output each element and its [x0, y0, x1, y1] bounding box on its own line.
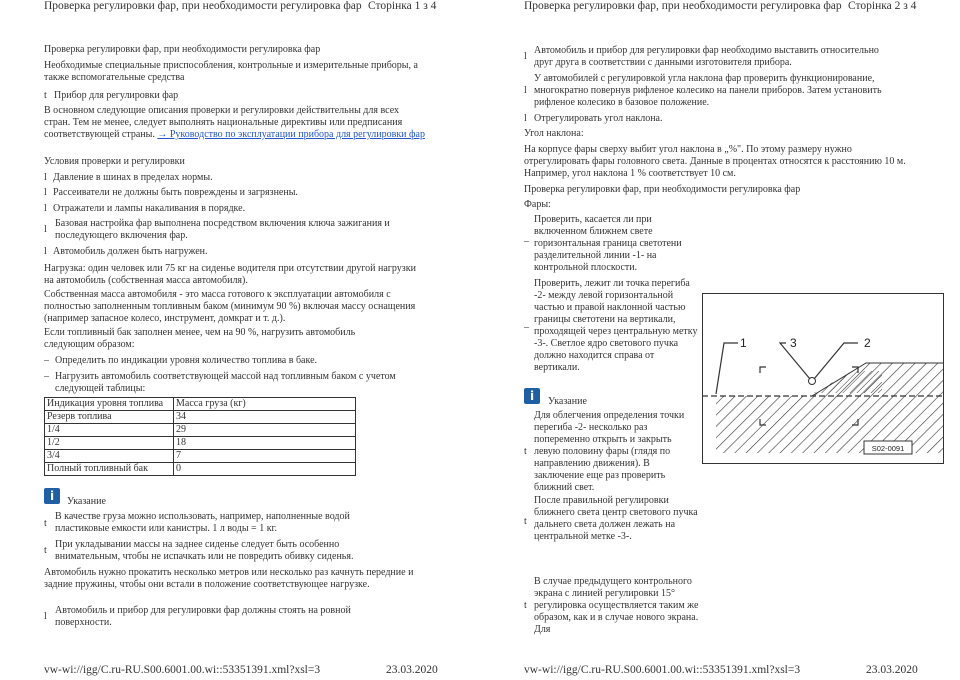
intro-body: В основном следующие описания проверки и регулировки действительны для всех стран. Тем не менее, следует выполнять национальные директивы или предписания соответствующей страны.: [44, 105, 403, 140]
bullet-marker: t: [524, 446, 527, 457]
condition-item: Рассеиватели не должны быть повреждены и загрязнены.: [53, 187, 298, 198]
figure-code: S02-0091: [871, 444, 905, 453]
mass-text: Собственная масса автомобиля - это масса готового к эксплуатации автомобиля с полностью заполненным топливным баком (минимум 90 %) включая массу оснащения (например запасное колесо, инструмент, домкрат и т. д.).: [44, 289, 416, 324]
check-heading: Проверка регулировки фар, при необходимости регулировка фар: [524, 184, 801, 195]
footer-date: 23.03.2020: [866, 664, 918, 677]
note-item: В случае предыдущего контрольного экрана с линией регулировки 15° регулировка осуществляется таким же образом, как и в случае нового экрана. Для: [534, 576, 699, 635]
document-page-2: [480, 0, 950, 680]
headlights-label: Фары:: [524, 199, 551, 210]
bullet-marker: _: [524, 318, 529, 329]
bullet-marker: l: [44, 246, 47, 257]
table-row: [45, 437, 356, 450]
bullet-marker: l: [44, 172, 47, 183]
step-item: У автомобилей с регулировкой угла наклона фар проверить функционирование, многократно повернув рифленое колесико на панели приборов. Затем установить рифленое колесико в базовое положение.: [534, 73, 882, 108]
table-row: [45, 463, 356, 476]
table-header-row: [45, 398, 356, 411]
table-cell: 7: [174, 450, 356, 463]
check-item: Проверить, лежит ли точка перегиба -2- между левой горизонтальной частью и правой наклонной частью границы светотени на вертикали, проходящей через центральную метку -3-. Светлое ядро светового пучка должно находится справа от вертикали.: [534, 278, 698, 373]
table-header-cell: Масса груза (кг): [174, 398, 356, 411]
table-header-cell: Индикация уровня топлива: [45, 398, 174, 411]
table-row: [45, 411, 356, 424]
table-cell: 0: [174, 463, 356, 476]
table-cell: 1/4: [45, 424, 174, 437]
conditions-heading: Условия проверки и регулировки: [44, 156, 185, 167]
load-text: Нагрузка: один человек или 75 кг на сиденье водителя при отсутствии другой нагрузки на автомобиль (собственная масса автомобиля).: [44, 263, 416, 286]
table-cell: 1/2: [45, 437, 174, 450]
condition-item: Автомобиль должен быть нагружен.: [53, 246, 208, 257]
step-item: Автомобиль и прибор для регулировки фар необходимо выставить относительно друг друга в соответствии с данными изготовителя прибора.: [534, 45, 879, 68]
note-item: Для облегчения определения точки перегиба -2- несколько раз попеременно открыть и закрыть левую половину фары (глядя по направлению движения). В заключение еще раз проверить ближний свет.: [534, 410, 685, 493]
dash-item: Нагрузить автомобиль соответствующей массой над топливным баком с учетом следующей таблицы:: [55, 371, 396, 394]
page-header-title: Проверка регулировки фар, при необходимости регулировка фар: [44, 0, 362, 12]
dash-marker: –: [44, 371, 49, 382]
bullet-marker: l: [524, 113, 527, 124]
note-title: Указание: [548, 396, 587, 407]
bullet-marker: t: [44, 545, 47, 556]
tools-heading: Необходимые специальные приспособления, контрольные и измерительные приборы, а также вспомогательные средства: [44, 60, 418, 83]
intro-text: [44, 105, 426, 141]
angle-heading: Угол наклона:: [524, 128, 584, 139]
fuel-load-table: [44, 397, 356, 476]
table-cell: 18: [174, 437, 356, 450]
dash-marker: –: [44, 355, 49, 366]
document-page-1: [0, 0, 470, 680]
manual-link[interactable]: → Руководство по эксплуатации прибора для регулировки фар: [157, 129, 425, 140]
info-icon: i: [524, 388, 540, 404]
check-item: Проверить, касается ли при включенном ближнем свете горизонтальная граница светотени разделительной линии -1- на контрольной плоскости.: [534, 214, 682, 273]
doc-title: Проверка регулировки фар, при необходимости регулировка фар: [44, 44, 321, 55]
note-item: При укладывании массы на заднее сиденье следует быть особенно внимательным, чтобы не испачкать или не повредить обивку сиденья.: [55, 539, 354, 562]
bullet-marker: l: [44, 611, 47, 622]
page-header-page-number: Сторінка 1 з 4: [368, 0, 437, 12]
table-cell: 3/4: [45, 450, 174, 463]
table-row: [45, 424, 356, 437]
note-item: После правильной регулировки ближнего света центр светового пучка дальнего света должен лежать на центральной метке -3-.: [534, 495, 698, 542]
bullet-marker: l: [524, 51, 527, 62]
condition-item: Отражатели и лампы накаливания в порядке.: [53, 203, 246, 214]
table-row: [45, 450, 356, 463]
condition-item: Базовая настройка фар выполнена посредством включения ключа зажигания и последующего включения фар.: [55, 218, 390, 241]
bullet-marker: t: [44, 518, 47, 529]
bullet-marker: l: [524, 85, 527, 96]
tank-text: Если топливный бак заполнен менее, чем на 90 %, нагрузить автомобиль следующим образом:: [44, 327, 356, 350]
roll-text: Автомобиль нужно прокатить несколько метров или несколько раз качнуть передние и задние пружины, чтобы они встали в положение соответствующее нагрузке.: [44, 567, 414, 590]
table-cell: Резерв топлива: [45, 411, 174, 424]
note-item: В качестве груза можно использовать, например, наполненные водой пластиковые емкости или канистры. 1 л воды = 1 кг.: [55, 511, 350, 534]
page-header-page-number: Сторінка 2 з 4: [848, 0, 917, 12]
footer-date: 23.03.2020: [386, 664, 438, 677]
last-item: Автомобиль и прибор для регулировки фар должны стоять на ровной поверхности.: [55, 605, 351, 628]
dash-item: Определить по индикации уровня количество топлива в баке.: [55, 355, 318, 366]
note-title: Указание: [67, 496, 106, 507]
bullet-marker: l: [44, 224, 47, 235]
condition-item: Давление в шинах в пределах нормы.: [53, 172, 213, 183]
headlight-aiming-diagram: [702, 293, 944, 464]
bullet-marker: _: [524, 232, 529, 243]
bullet-marker: l: [44, 203, 47, 214]
table-cell: 29: [174, 424, 356, 437]
table-cell: Полный топливный бак: [45, 463, 174, 476]
label-3: 3: [790, 336, 797, 350]
footer-source: vw-wi://igg/C.ru-RU.S00.6001.00.wi::53351391.xml?xsl=3: [524, 664, 801, 677]
page-header-title: Проверка регулировки фар, при необходимости регулировка фар: [524, 0, 842, 12]
bullet-marker: l: [44, 187, 47, 198]
label-1: 1: [740, 336, 747, 350]
footer-source: vw-wi://igg/C.ru-RU.S00.6001.00.wi::53351391.xml?xsl=3: [44, 664, 321, 677]
bullet-marker: t: [44, 90, 47, 101]
bullet-marker: t: [524, 516, 527, 527]
tool-item: Прибор для регулировки фар: [54, 90, 179, 101]
label-2: 2: [864, 336, 871, 350]
table-cell: 34: [174, 411, 356, 424]
step-item: Отрегулировать угол наклона.: [534, 113, 663, 124]
angle-text: На корпусе фары сверху выбит угол наклона в „%". По этому размеру нужно отрегулировать фары головного света. Данные в процентах относятся к расстоянию 10 м. Например, угол наклона 1 % соответствует 10 см.: [524, 144, 906, 179]
info-icon: i: [44, 488, 60, 504]
bullet-marker: t: [524, 600, 527, 611]
